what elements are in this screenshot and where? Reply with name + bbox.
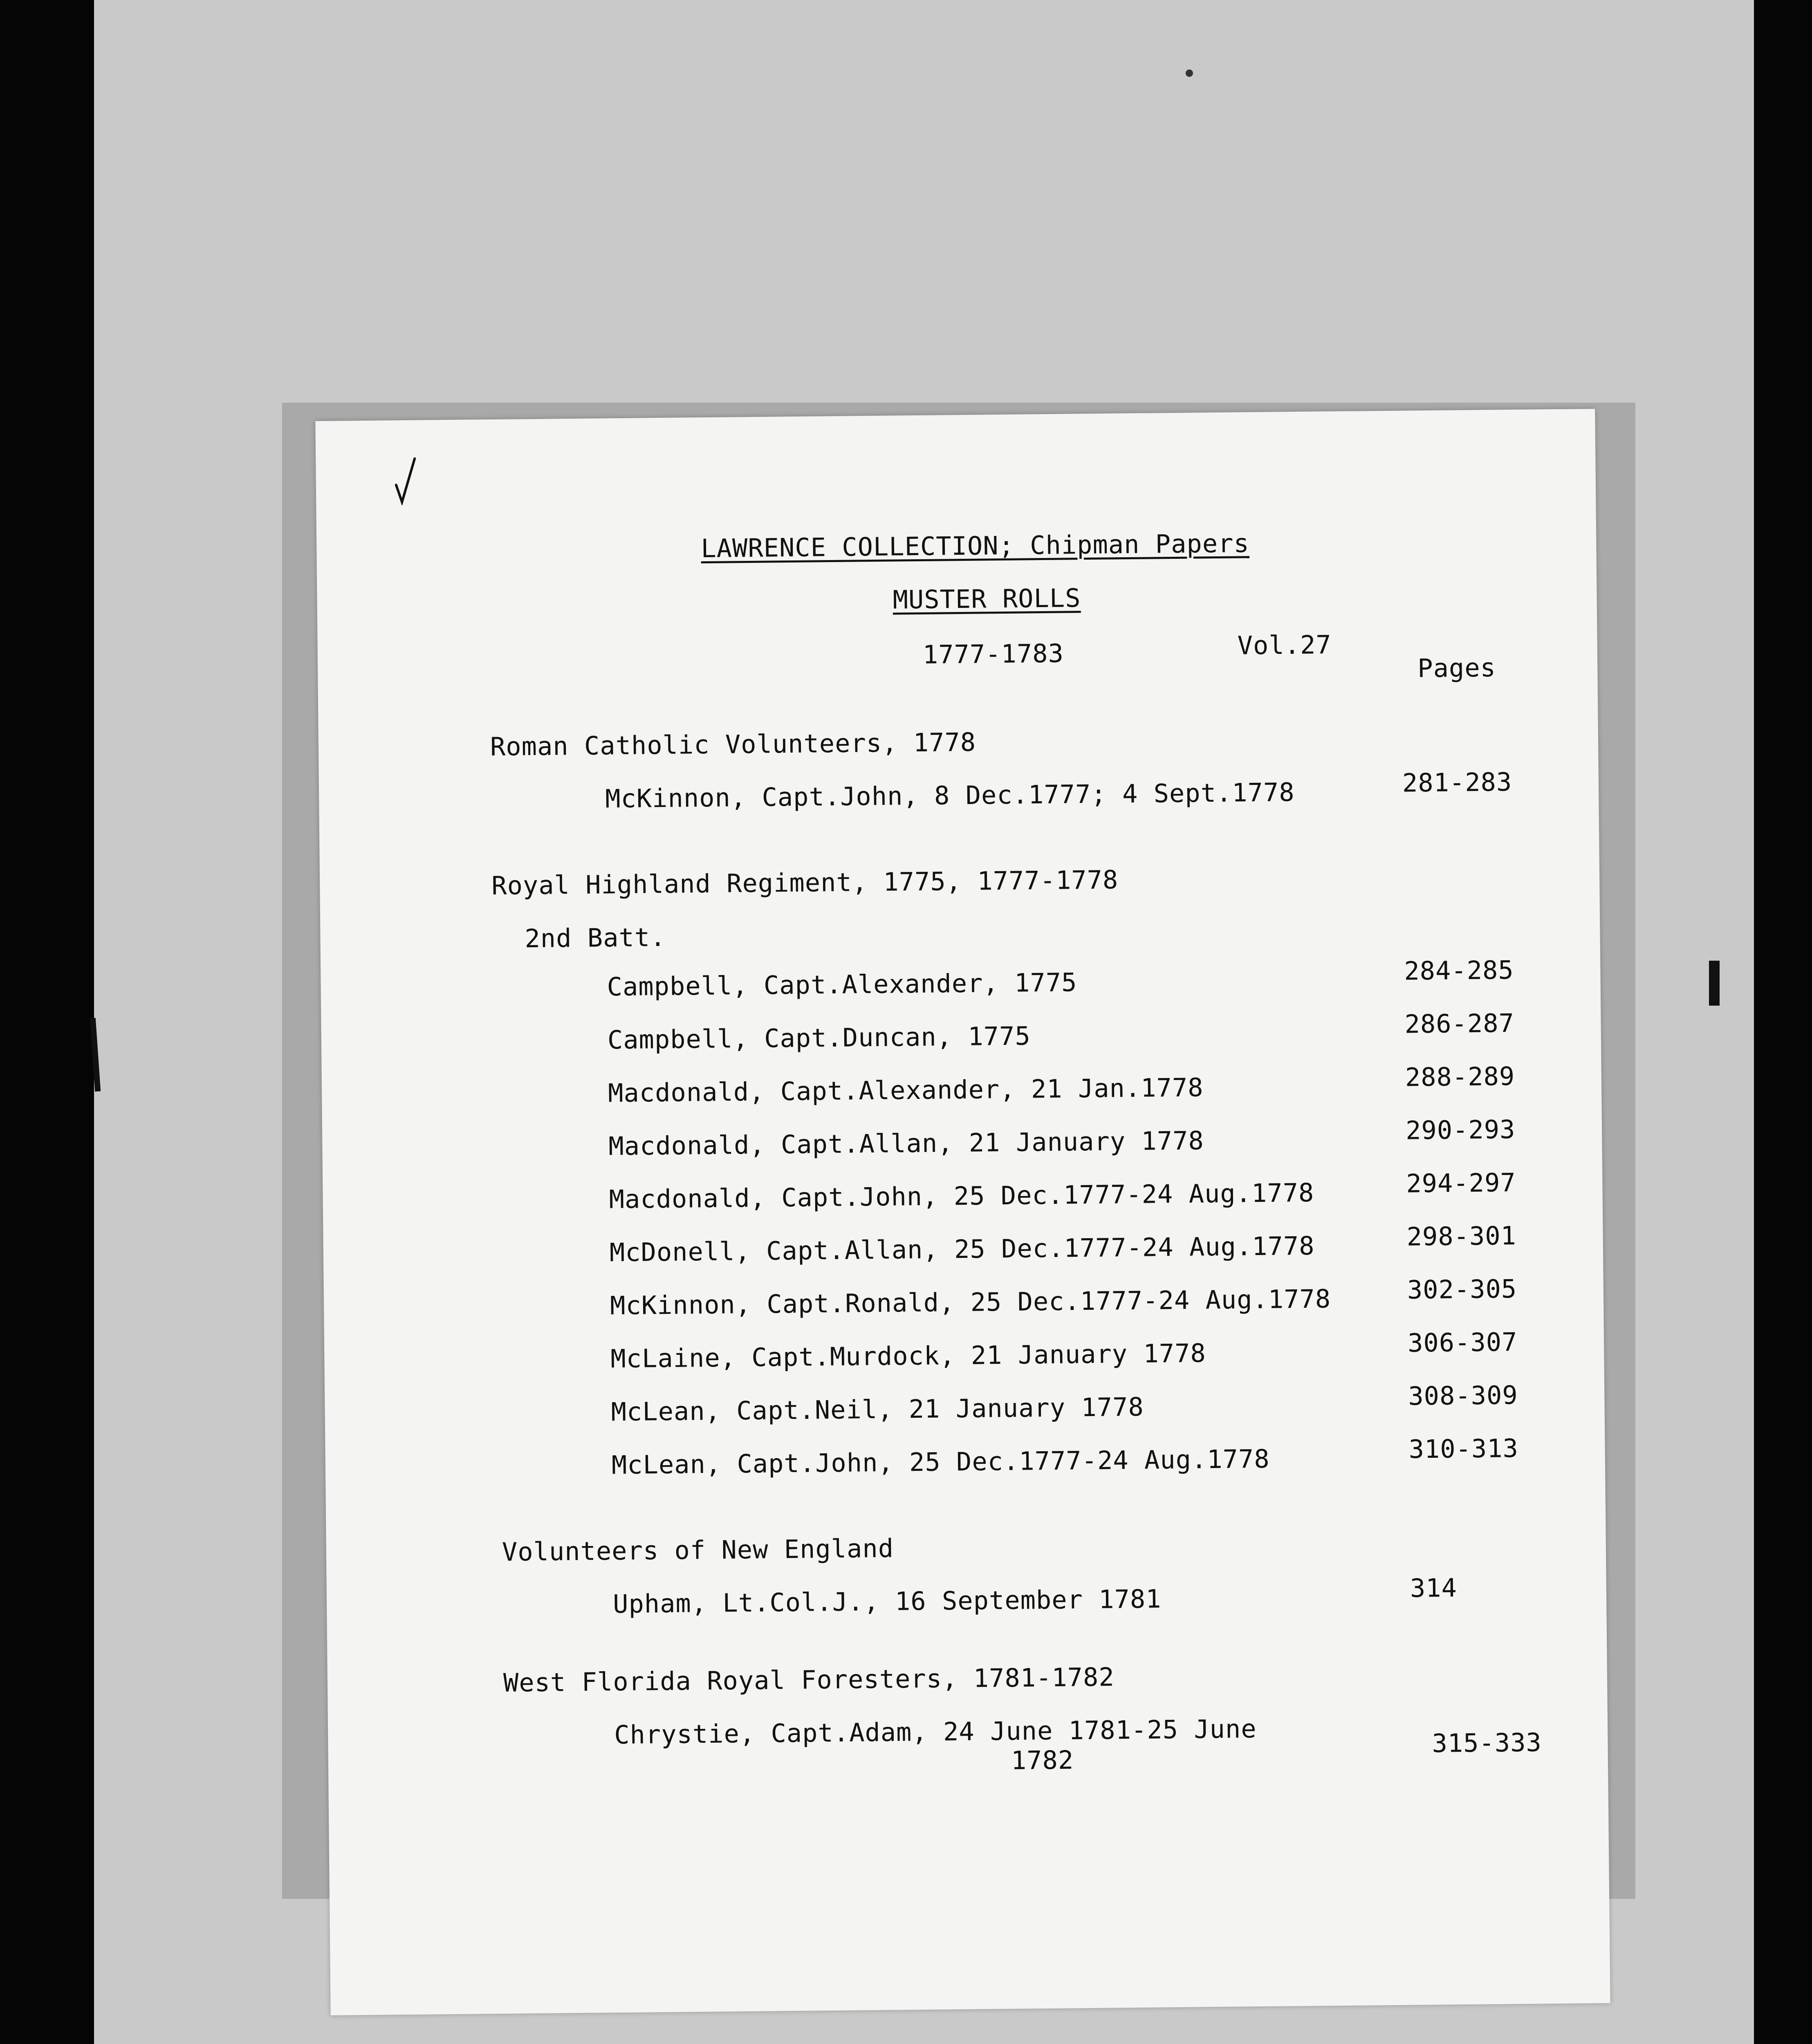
section-heading: Volunteers of New England (502, 1533, 894, 1567)
entry-pages: 314 (1410, 1573, 1458, 1603)
entry-pages: 302-305 (1407, 1274, 1517, 1305)
year-range: 1777-1783 (922, 638, 1064, 670)
pages-column-label: Pages (1417, 652, 1496, 684)
section-heading: Roman Catholic Volunteers, 1778 (490, 727, 976, 762)
muster-rolls-heading: MUSTER ROLLS (893, 583, 1081, 615)
entry-pages: 306-307 (1407, 1327, 1518, 1358)
entry-name: Macdonald, Capt.Allan, 21 January 1778 (608, 1125, 1204, 1161)
entry-pages: 288-289 (1405, 1061, 1515, 1092)
entry-pages: 290-293 (1405, 1114, 1516, 1145)
entry-name: Macdonald, Capt.John, 25 Dec.1777-24 Aug.1778 (609, 1177, 1314, 1215)
entry-name: McLean, Capt.Neil, 21 January 1778 (611, 1392, 1144, 1427)
entry-name: Macdonald, Capt.Alexander, 21 Jan.1778 (608, 1072, 1204, 1108)
section-heading: Royal Highland Regiment, 1775, 1777-1778 (491, 865, 1119, 901)
entry-name-continued: 1782 (1011, 1745, 1074, 1775)
document-page (315, 409, 1610, 2015)
checkmark-icon (393, 456, 418, 506)
entry-pages: 281-283 (1402, 767, 1512, 798)
entry-name: McLean, Capt.John, 25 Dec.1777-24 Aug.1778 (611, 1443, 1270, 1480)
entry-pages: 286-287 (1404, 1008, 1515, 1039)
entry-pages: 310-313 (1408, 1433, 1519, 1464)
entry-name: Campbell, Capt.Alexander, 1775 (607, 967, 1077, 1002)
section-heading: West Florida Royal Foresters, 1781-1782 (503, 1662, 1115, 1698)
volume-number: Vol.27 (1237, 630, 1332, 661)
collection-title: LAWRENCE COLLECTION; Chipman Papers (701, 528, 1250, 564)
entry-name: Campbell, Capt.Duncan, 1775 (607, 1021, 1031, 1055)
entry-name: McDonell, Capt.Allan, 25 Dec.1777-24 Aug.1778 (609, 1230, 1315, 1268)
film-edge-right (1754, 0, 1812, 2044)
entry-name: McKinnon, Capt.John, 8 Dec.1777; 4 Sept.1778 (605, 777, 1295, 814)
entry-pages: 315-333 (1432, 1727, 1542, 1759)
margin-mark-right (1709, 961, 1720, 1006)
film-edge-left (0, 0, 94, 2044)
dust-speck (1186, 69, 1193, 77)
entry-pages: 298-301 (1406, 1221, 1517, 1252)
entry-name: Chrystie, Capt.Adam, 24 June 1781-25 June (614, 1714, 1257, 1750)
entry-name: McLaine, Capt.Murdock, 21 January 1778 (610, 1338, 1207, 1374)
entry-name: Upham, Lt.Col.J., 16 September 1781 (612, 1584, 1162, 1619)
entry-name: McKinnon, Capt.Ronald, 25 Dec.1777-24 Aug.1778 (610, 1284, 1331, 1321)
entry-pages: 308-309 (1408, 1380, 1518, 1411)
section-subheading: 2nd Batt. (525, 922, 666, 954)
entry-pages: 284-285 (1404, 955, 1514, 986)
entry-pages: 294-297 (1406, 1168, 1516, 1199)
